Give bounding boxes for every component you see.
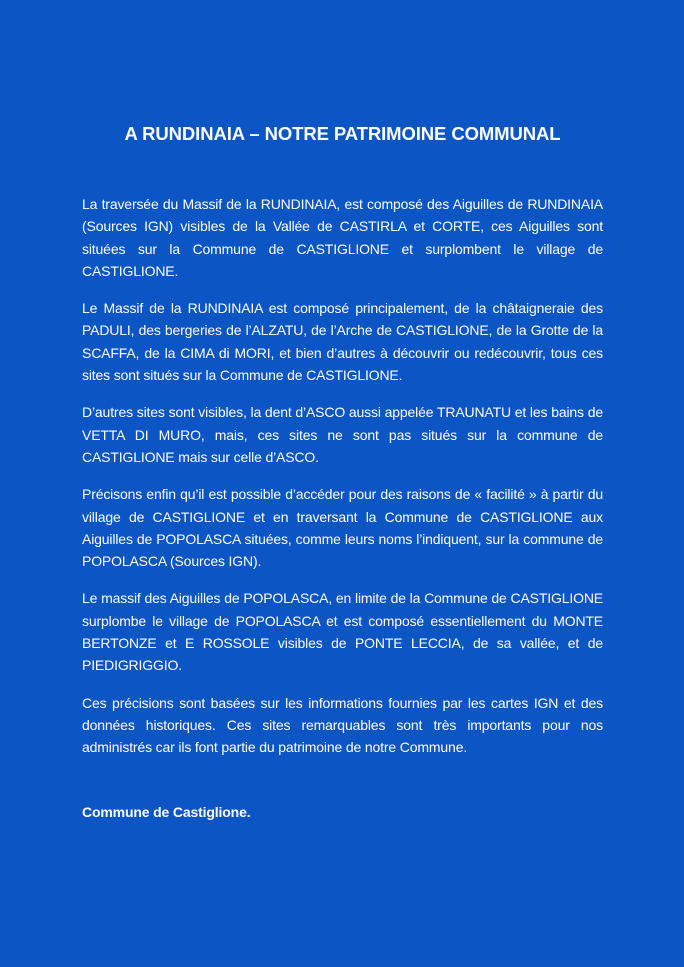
- document-signature: Commune de Castiglione.: [82, 803, 251, 820]
- paragraph-massif-sites: Le Massif de la RUNDINAIA est composé principalement, de la châtaigneraie des PADULI, des bergeries de l’ALZATU, de l’Arche de CASTIGLIONE, de la Grotte de la SCAFFA, de la CIMA di MORI, et bien d’autres à découvrir ou redécouvrir, tous ces sites sont situés sur la Commune de CASTIGLIONE.: [82, 300, 603, 384]
- paragraph-asco-sites: D’autres sites sont visibles, la dent d’ASCO aussi appelée TRAUNATU et les bains de VETTA DI MURO, mais, ces sites ne sont pas situés sur la commune de CASTIGLIONE mais sur celle d’ASCO.: [82, 404, 603, 465]
- document-title: A RUNDINAIA – NOTRE PATRIMOINE COMMUNAL: [124, 123, 561, 144]
- paragraph-rundinaia-massif: La traversée du Massif de la RUNDINAIA, est composé des Aiguilles de RUNDINAIA (Sources IGN) visibles de la Vallée de CASTIRLA et CORTE, ces Aiguilles sont situées sur la Commune de CASTIGLIONE et surplombent le village de CASTIGLIONE.: [82, 196, 603, 279]
- paragraph-popolasca-access: Précisons enfin qu’il est possible d’accéder pour des raisons de « facilité » à partir du village de CASTIGLIONE et en traversant la Commune de CASTIGLIONE aux Aiguilles de POPOLASCA situées, comme leurs noms l’indiquent, sur la commune de POPOLASCA (Sources IGN).: [82, 486, 603, 570]
- paragraph-sources-note: Ces précisions sont basées sur les informations fournies par les cartes IGN et des données historiques. Ces sites remarquables sont très importants pour nos administrés car ils font partie du patrimoine de notre Commune.: [82, 694, 603, 756]
- document-body: [82, 193, 603, 759]
- paragraph-popolasca-massif: Le massif des Aiguilles de POPOLASCA, en limite de la Commune de CASTIGLIONE surplombe le village de POPOLASCA et est composé essentiellement du MONTE BERTONZE et E ROSSOLE visibles de PONTE LECCIA, de sa vallée, et de PIEDIGRIGGIO.: [82, 590, 603, 674]
